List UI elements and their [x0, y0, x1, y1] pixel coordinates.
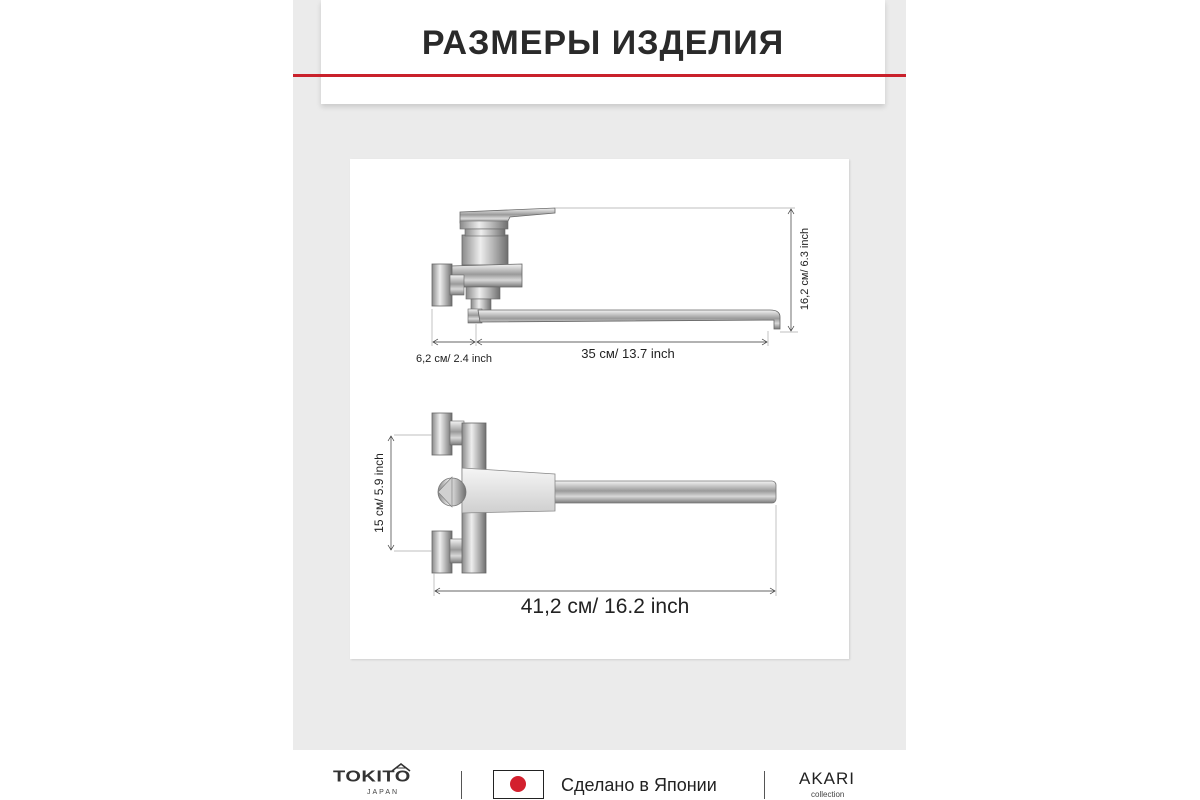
page-title: РАЗМЕРЫ ИЗДЕЛИЯ: [421, 24, 785, 62]
brand-subtitle: JAPAN: [367, 789, 400, 796]
dimension-drawing-svg: [350, 159, 849, 659]
height-dimension-label: 16,2 см/ 6.3 inch: [799, 227, 811, 311]
title-card: [321, 0, 885, 104]
spout-dimension-label: 35 см/ 13.7 inch: [581, 346, 675, 361]
tokito-logo: [333, 762, 429, 796]
width-dimension-label: 41,2 см/ 16.2 inch: [520, 595, 690, 618]
made-in-japan-text: Сделано в Японии: [561, 775, 717, 795]
collection-name: AKARI: [799, 769, 856, 788]
brand-name: TOKITO: [333, 768, 411, 786]
footer-divider: [764, 771, 765, 799]
accent-line: [293, 74, 906, 77]
dimension-drawing: [350, 159, 849, 659]
faucet-side-view: [432, 208, 780, 329]
collection-subtitle: collection: [811, 790, 845, 799]
flag-sun: [510, 776, 526, 792]
footer-divider: [461, 771, 462, 799]
faucet-top-view: [432, 413, 776, 573]
depth-dimension-label: 6,2 см/ 2.4 inch: [415, 353, 493, 365]
japan-flag-icon: [493, 770, 544, 799]
footer: [0, 750, 1200, 800]
center-distance-label: 15 см/ 5.9 inch: [372, 453, 386, 533]
